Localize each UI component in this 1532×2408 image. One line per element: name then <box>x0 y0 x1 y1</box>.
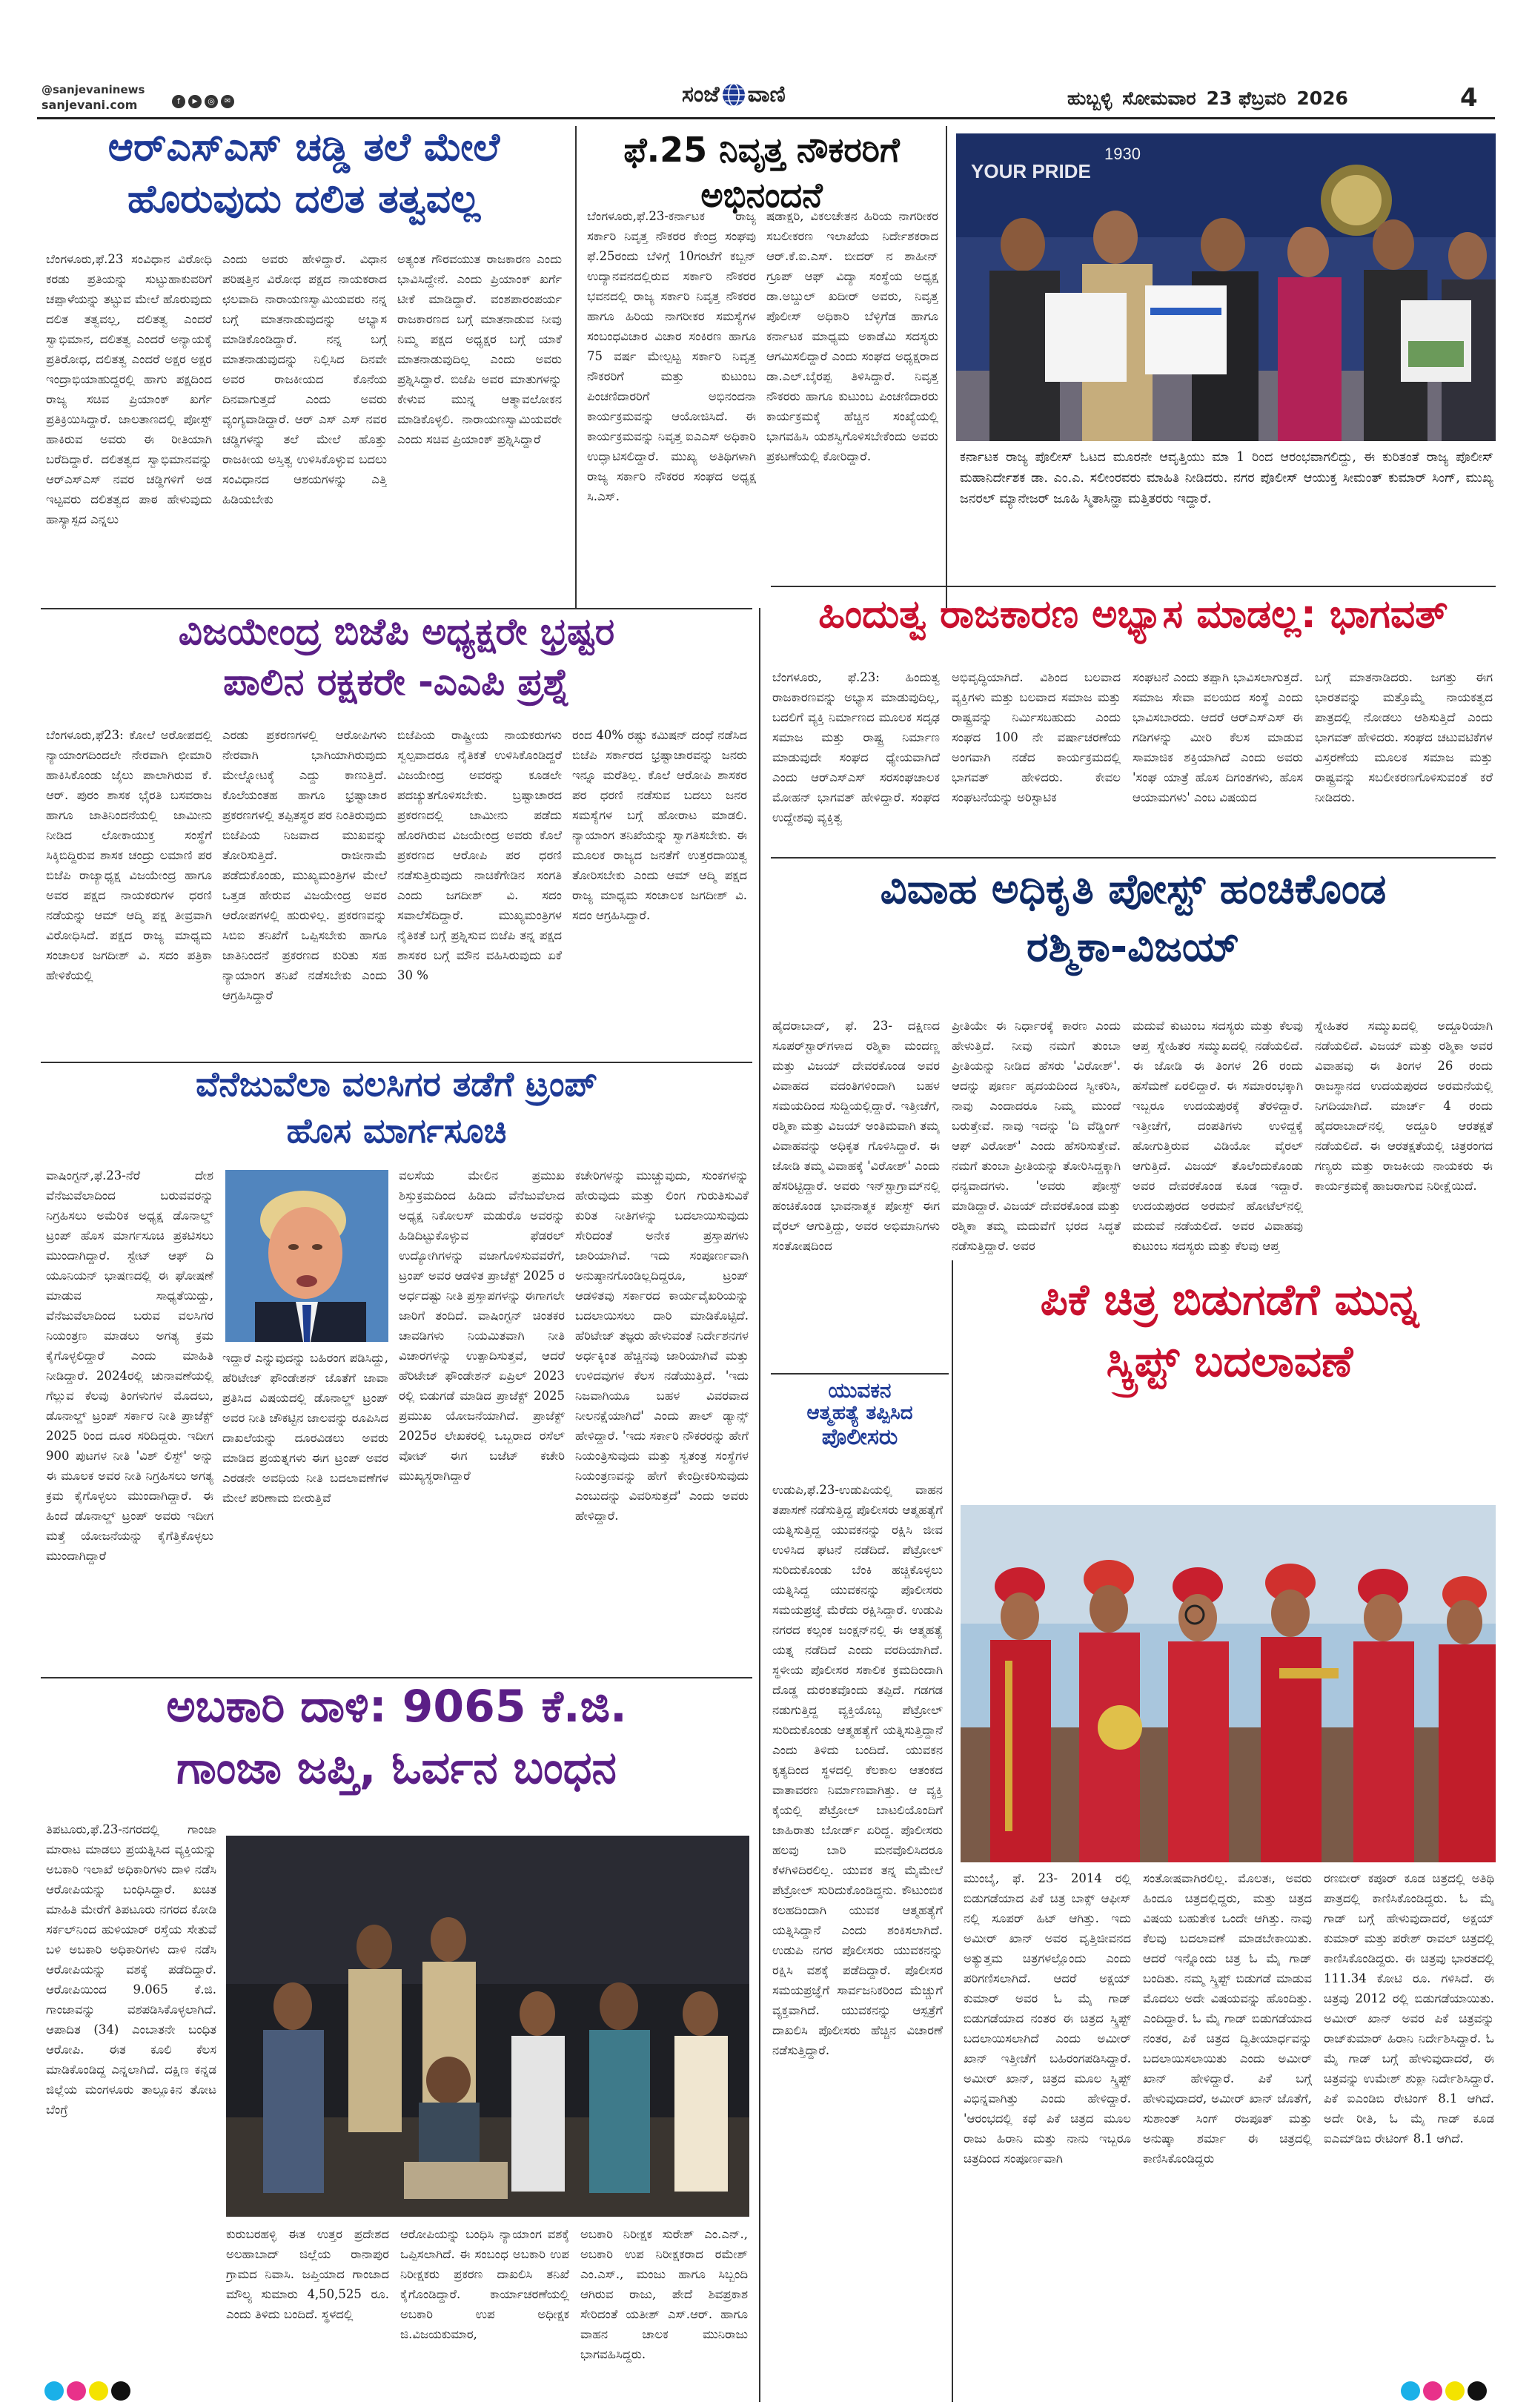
photo-year-text: 1930 <box>1104 145 1141 163</box>
trump-photo-caption: ಇದ್ದಾರೆ ಎನ್ನುವುದನ್ನು ಬಹಿರಂಗ ಪಡಿಸಿದ್ದು, ಹೆರಿಟೇಜ್ ಫೌಂಡೇಶನ್ ಜೊತೆಗೆ ಜಾವಾ ಪ್ರತಿಸಿದ ವಿಷಯದಲ್ಲಿ ಡೊನಾಲ್ಡ್ ಟ್ರಂಪ್ ಅವರ ನೀತಿ ಚೌಕಟ್ಟಿನ ಜಾಲವನ್ನು ರೂಪಿಸಿದ ದಾಖಲೆಯನ್ನು ದೂರವಿಡಲು ಅವರು ಮಾಡಿದ ಪ್ರಯತ್ನಗಳು ಈಗ ಟ್ರಂಪ್ ಅವರ ಎರಡನೇ ಅವಧಿಯ ನೀತಿ ಬದಲಾವಣೆಗಳ ಮೇಲೆ ಪರಿಣಾಮ ಬೀರುತ್ತಿವೆ <box>222 1351 388 1505</box>
globe-icon <box>721 82 746 108</box>
section-rule <box>41 1062 752 1063</box>
rss-col-2: ಎಂದು ಅವರು ಹೇಳಿದ್ದಾರೆ. ವಿಧಾನ ಪರಿಷತ್ತಿನ ವಿರೋಧ ಪಕ್ಷದ ನಾಯಕರಾದ ಛಲವಾದಿ ನಾರಾಯಣಸ್ವಾಮಿಯವರು ನನ್ನ ಬಗ್ಗೆ ಮಾತನಾಡುವುದನ್ನು ಅಭ್ಯಾಸ ಮಾಡಿಕೊಂಡಿದ್ದಾರೆ. ನನ್ನ ಬಗ್ಗೆ ಮಾತನಾಡುವುದನ್ನು ನಿಲ್ಲಿಸಿದ ದಿನವೇ ಅವರ ರಾಜಕೀಯದ ಕೊನೆಯ ದಿನವಾಗುತ್ತದೆ ಎಂದು ಅವರು ವ್ಯಂಗ್ಯವಾಡಿದ್ದಾರೆ. ಆರ್ ಎಸ್ ಎಸ್ ನವರ ಚಡ್ಡಿಗಳನ್ನು ತಲೆ ಮೇಲೆ ಹೊತ್ತು ರಾಜಕೀಯ ಅಸ್ತಿತ್ವ ಉಳಿಸಿಕೊಳ್ಳುವ ಬದಲು ಸಂವಿಧಾನದ ಆಶಯಗಳನ್ನು ಎತ್ತಿ ಹಿಡಿಯಬೇಕು <box>222 252 387 506</box>
rashmika-col-4: ಸ್ನೇಹಿತರ ಸಮ್ಮುಖದಲ್ಲಿ ಅದ್ದೂರಿಯಾಗಿ ನಡೆಯಲಿದೆ. ವಿಜಯ್ ಮತ್ತು ರಶ್ಮಿಕಾ ಅವರ ವಿವಾಹವು ಈ ತಿಂಗಳ 26 ರಂದು ರಾಜಸ್ಥಾನದ ಉದಯಪುರದ ಅರಮನೆಯಲ್ಲಿ ನಿಗದಿಯಾಗಿದೆ. ಮಾರ್ಚ್ 4 ರಂದು ಹೈದರಾಬಾದ್‌ನಲ್ಲಿ ಅದ್ದೂರಿ ಆರತಕ್ಷತೆ ನಡೆಯಲಿದೆ. ಈ ಆರತಕ್ಷತೆಯಲ್ಲಿ ಚಿತ್ರರಂಗದ ಗಣ್ಯರು ಮತ್ತು ರಾಜಕೀಯ ನಾಯಕರು ಈ ಕಾರ್ಯಕ್ರಮಕ್ಕೆ ಹಾಜರಾಗುವ ನಿರೀಕ್ಷೆಯಿದೆ. <box>1315 1019 1493 1193</box>
rashmika-headline: ವಿವಾಹ ಅಧಿಕೃತಿ ಪೋಸ್ಟ್ ಹಂಚಿಕೊಂಡ ರಶ್ಮಿಕಾ-ವಿಜಯ್ <box>880 865 1387 972</box>
registration-magenta <box>67 2381 86 2401</box>
vijayendra-col-3: ಬಿಜೆಪಿಯ ರಾಷ್ಟ್ರೀಯ ನಾಯಕರುಗಳು ಸ್ವಲ್ಪವಾದರೂ ನೈತಿಕತೆ ಉಳಿಸಿಕೊಂಡಿದ್ದರೆ ವಿಜಯೇಂದ್ರ ಅವರನ್ನು ಕೂಡಲೇ ಪದಚ್ಯುತಗೊಳಿಸಬೇಕು. ಬ್ರಷ್ಟಾಚಾರದ ಪ್ರಕರಣದಲ್ಲಿ ಜಾಮೀನು ಪಡೆದು ಹೊರಗಿರುವ ವಿಜಯೇಂದ್ರ ಅವರು ಕೊಲೆ ಪ್ರಕರಣದ ಆರೋಪಿ ಪರ ಧರಣಿ ನಡೆಸುತ್ತಿರುವುದು ನಾಚಿಕೆಗೇಡಿನ ಸಂಗತಿ ಎಂದು ಜಗದೀಶ್ ವಿ. ಸದಂ ಸವಾಲೆಸೆದಿದ್ದಾರೆ. ಮುಖ್ಯಮಂತ್ರಿಗಳ ನೈತಿಕತೆ ಬಗ್ಗೆ ಪ್ರಶ್ನಿಸುವ ಬಿಜೆಪಿ ತನ್ನ ಪಕ್ಷದ ಶಾಸಕರ ಬಗ್ಗೆ ಮೌನ ವಹಿಸಿರುವುದು ಏಕೆ 30 % <box>397 728 562 982</box>
police-run-photo <box>956 133 1496 441</box>
hindutva-headline: ಹಿಂದುತ್ವ ರಾಜಕಾರಣ ಅಭ್ಯಾಸ ಮಾಡಲ್ಲ: ಭಾಗವತ್ <box>818 592 1448 637</box>
felicitation-col-1: ಬೆಂಗಳೂರು,ಫೆ.23-ಕರ್ನಾಟಕ ರಾಜ್ಯ ಸರ್ಕಾರಿ ನಿವೃತ್ತ ನೌಕರರ ಕೇಂದ್ರ ಸಂಘವು ಫೆ.25ರಂದು ಬೆಳಿಗ್ಗೆ 10ಗಂಟೆಗೆ ಕಬ್ಬನ್ ಉದ್ಯಾನವನದಲ್ಲಿರುವ ಸರ್ಕಾರಿ ನೌಕರರ ಭವನದಲ್ಲಿ ರಾಜ್ಯ ಸರ್ಕಾರಿ ನಿವೃತ್ತ ನೌಕರರ ಹಾಗೂ ಹಿರಿಯ ನಾಗರೀಕರ ಸಮಸ್ಯೆಗಳ ಸಂಬಂಧವಿಚಾರ ವಿಚಾರ ಸಂಕಿರಣ ಹಾಗೂ 75 ವರ್ಷ ಮೇಲ್ಪಟ್ಟ ಸರ್ಕಾರಿ ನಿವೃತ್ತ ನೌಕರರಿಗೆ ಮತ್ತು ಕುಟುಂಬ ಪಿಂಚಣಿದಾರರಿಗೆ ಅಭಿನಂದನಾ ಕಾರ್ಯಕ್ರಮವನ್ನು ಆಯೋಜಿಸಿದೆ. ಈ ಕಾರ್ಯಕ್ರಮವನ್ನು ನಿವೃತ್ತ ಐಎಎಸ್ ಅಧಿಕಾರಿ ಉದ್ಘಾಟಿಸಲಿದ್ದಾರೆ. ಮುಖ್ಯ ಅತಿಥಿಗಳಾಗಿ ರಾಜ್ಯ ಸರ್ಕಾರಿ ನೌಕರರ ಸಂಘದ ಅಧ್ಯಕ್ಷ ಸಿ.ಎಸ್. <box>587 209 756 503</box>
pk-film-still <box>961 1505 1496 1862</box>
paper-name-left: ಸಂಜೆ <box>682 82 720 108</box>
vijayendra-col-4: ರಂದ 40% ರಷ್ಟು ಕಮಿಷನ್ ದಂಧೆ ನಡೆಸಿದ ಬಿಜೆಪಿ ಸರ್ಕಾರದ ಭ್ರಷ್ಟಾಚಾರವನ್ನು ಜನರು ಇನ್ನೂ ಮರೆತಿಲ್ಲ. ಕೊಲೆ ಆರೋಪಿ ಶಾಸಕರ ಪರ ಧರಣಿ ನಡೆಸುವ ಬದಲು ಜನರ ಸಮಸ್ಯೆಗಳ ಬಗ್ಗೆ ಹೋರಾಟ ಮಾಡಲಿ. ನ್ಯಾಯಾಂಗ ತನಿಖೆಯನ್ನು ಸ್ವಾಗತಿಸಬೇಕು. ಈ ಮೂಲಕ ರಾಜ್ಯದ ಜನತೆಗೆ ಉತ್ತರದಾಯಿತ್ವ ತೋರಿಸಬೇಕು ಎಂದು ಆಮ್ ಆದ್ಮಿ ಪಕ್ಷದ ರಾಜ್ಯ ಮಾಧ್ಯಮ ಸಂಚಾಲಕ ಜಗದೀಶ್ ವಿ. ಸದಂ ಆಗ್ರಹಿಸಿದ್ದಾರೆ. <box>572 728 747 922</box>
website: sanjevani.com <box>42 98 138 112</box>
edition-city: ಹುಬ್ಬಳ್ಳಿ <box>1067 87 1112 109</box>
trump-photo <box>225 1170 388 1342</box>
trump-portrait-image <box>225 1170 388 1342</box>
registration-black <box>111 2381 130 2401</box>
youtube-icon[interactable]: ▶ <box>188 95 202 108</box>
rashmika-col-2: ಪ್ರೀತಿಯೇ ಈ ನಿರ್ಧಾರಕ್ಕೆ ಕಾರಣ ಎಂದು ಹೇಳುತ್ತಿದೆ. ನೀವು ನಮಗೆ ತುಂಬಾ ಪ್ರೀತಿಯನ್ನು ನೀಡಿದ ಹೆಸರು 'ವಿರೋಶ್'. ಆದನ್ನು ಪೂರ್ಣ ಹೃದಯದಿಂದ ಸ್ವೀಕರಿಸಿ, ನಾವು ಎಂದಾದರೂ ನಿಮ್ಮ ಮುಂದೆ ಬರುತ್ತೇವೆ. ನಾವು ಇದನ್ನು 'ದಿ ವೆಡ್ಡಿಂಗ್ ಆಫ್ ವಿರೋಶ್' ಎಂದು ಹೆಸರಿಸುತ್ತೇವೆ. ನಮಗೆ ತುಂಬಾ ಪ್ರೀತಿಯನ್ನು ತೋರಿಸಿದ್ದಕ್ಕಾಗಿ ಧನ್ಯವಾದಗಳು. 'ಅವರು ಪೋಸ್ಟ್ ಮಾಡಿದ್ದಾರೆ. ವಿಜಯ್ ದೇವರಕೊಂಡ ಮತ್ತು ರಶ್ಮಿಕಾ ತಮ್ಮ ಮದುವೆಗೆ ಭರದ ಸಿದ್ಧತೆ ನಡೆಸುತ್ತಿದ್ದಾರೆ. ಅವರ <box>952 1019 1121 1253</box>
excise-raid-image <box>226 1836 749 2217</box>
rashmika-col-3: ಮದುವೆ ಕುಟುಂಬ ಸದಸ್ಯರು ಮತ್ತು ಕೆಲವು ಆಪ್ತ ಸ್ನೇಹಿತರ ಸಮ್ಮುಖದಲ್ಲಿ ನಡೆಯಲಿದೆ. ಈ ಜೋಡಿ ಈ ತಿಂಗಳ 26 ರಂದು ಹಸೆಮಣೆ ಏರಲಿದ್ದಾರೆ. ಈ ಸಮಾರಂಭಕ್ಕಾಗಿ ಇಬ್ಬರೂ ಉದಯಪುರಕ್ಕೆ ತೆರಳಿದ್ದಾರೆ. ಇತ್ತೀಚೆಗೆ, ದಂಪತಿಗಳು ಉಳಿದ್ದಕ್ಕೆ ಹೋಗುತ್ತಿರುವ ವಿಡಿಯೋ ವೈರಲ್ ಆಗುತ್ತಿದೆ. ವಿಜಯ್ ತೊಲೆಂದುಕೊಂಡು ಅವರ ದೇವರಕೊಂಡ ಕೂಡ ಇದ್ದಾರೆ. ಉದಯಪುರದ ಅರಮನೆ ಹೋಟೆಲ್‌ನಲ್ಲಿ ಮದುವೆ ನಡೆಯಲಿದೆ. ಅವರ ವಿವಾಹವು ಕುಟುಂಬ ಸದಸ್ಯರು ಮತ್ತು ಕೆಲವು ಆಪ್ತ <box>1133 1019 1303 1253</box>
youth-body: ಉಡುಪಿ,ಫೆ.23-ಉಡುಪಿಯಲ್ಲಿ ವಾಹನ ತಪಾಸಣೆ ನಡೆಸುತ್ತಿದ್ದ ಪೊಲೀಸರು ಆತ್ಮಹತ್ಯೆಗೆ ಯತ್ನಿಸುತ್ತಿದ್ದ ಯುವಕನನ್ನು ರಕ್ಷಿಸಿ ಜೀವ ಉಳಿಸಿದ ಘಟನೆ ನಡೆದಿದೆ. ಪೆಟ್ರೋಲ್ ಸುರಿದುಕೊಂಡು ಬೆಂಕಿ ಹಚ್ಚಿಕೊಳ್ಳಲು ಯತ್ನಿಸಿದ್ದ ಯುವಕನನ್ನು ಪೊಲೀಸರು ಸಮಯಪ್ರಜ್ಞೆ ಮೆರೆದು ರಕ್ಷಿಸಿದ್ದಾರೆ. ಉಡುಪಿ ನಗರದ ಕಲ್ಸಂಕ ಜಂಕ್ಷನ್‌ನಲ್ಲಿ ಈ ಆತ್ಮಹತ್ಯೆ ಯತ್ನ ನಡೆದಿದೆ ಎಂದು ವರದಿಯಾಗಿದೆ. ಸ್ಥಳೀಯ ಪೊಲೀಸರ ಸಕಾಲಿಕ ಕ್ರಮದಿಂದಾಗಿ ದೊಡ್ಡ ದುರಂತವೊಂದು ತಪ್ಪಿದೆ. ಗಡಗಡ ನಡುಗುತ್ತಿದ್ದ ವ್ಯಕ್ತಿಯೊಬ್ಬ ಪೆಟ್ರೋಲ್ ಸುರಿದುಕೊಂಡು ಆತ್ಮಹತ್ಯೆಗೆ ಯತ್ನಿಸುತ್ತಿದ್ದಾನೆ ಎಂದು ತಿಳಿದು ಬಂದಿದೆ. ಯುವಕನ ಕೃತ್ಯದಿಂದ ಸ್ಥಳದಲ್ಲಿ ಕೆಲಕಾಲ ಆತಂಕದ ವಾತಾವರಣ ನಿರ್ಮಾಣವಾಗಿತ್ತು. ಆ ವ್ಯಕ್ತಿ ಕೈಯಲ್ಲಿ ಪೆಟ್ರೋಲ್ ಬಾಟಲಿಯೊಂದಿಗೆ ಜಾಹಿರಾತು ಬೋರ್ಡ್ ಏರಿದ್ದ. ಪೊಲೀಸರು ಹಲವು ಬಾರಿ ಮನವೊಲಿಸಿದರೂ ಕೆಳಗಿಳಿದಿರಲಿಲ್ಲ. ಯುವಕ ತನ್ನ ಮೈಮೇಲೆ ಪೆಟ್ರೋಲ್ ಸುರಿದುಕೊಂಡಿದ್ದನು. ಕೌಟುಂಬಿಕ ಕಲಹದಿಂದಾಗಿ ಯುವಕ ಆತ್ಮಹತ್ಯೆಗೆ ಯತ್ನಿಸಿದ್ದಾನೆ ಎಂದು ಶಂಕಿಸಲಾಗಿದೆ. ಉಡುಪಿ ನಗರ ಪೊಲೀಸರು ಯುವಕನನ್ನು ರಕ್ಷಿಸಿ ವಶಕ್ಕೆ ಪಡೆದಿದ್ದಾರೆ. ಪೊಲೀಸರ ಸಮಯಪ್ರಜ್ಞೆಗೆ ಸಾರ್ವಜನಿಕರಿಂದ ಮೆಚ್ಚುಗೆ ವ್ಯಕ್ತವಾಗಿದೆ. ಯುವಕನನ್ನು ಆಸ್ಪತ್ರೆಗೆ ದಾಖಲಿಸಿ ಪೊಲೀಸರು ಹೆಚ್ಚಿನ ವಿಚಾರಣೆ ನಡೆಸುತ್ತಿದ್ದಾರೆ. <box>772 1483 943 2057</box>
hindutva-col-3: ಸಂಘಟನೆ ಎಂದು ತಪ್ಪಾಗಿ ಭಾವಿಸಲಾಗುತ್ತದೆ. ಸಮಾಜ ಸೇವಾ ವಲಯದ ಸಂಸ್ಥೆ ಎಂದು ಭಾವಿಸಬಾರದು. ಆದರೆ ಆರ್‌ಎಸ್‌ಎಸ್ ಈ ಗಡಿಗಳನ್ನು ಮೀರಿ ಕೆಲಸ ಮಾಡುವ ಸಾಮಾಜಿಕ ಶಕ್ತಿಯಾಗಿದೆ ಎಂದು ಅವರು 'ಸಂಘ ಯಾತ್ರೆ ಹೊಸ ದಿಗಂತಗಳು, ಹೊಸ ಆಯಾಮಗಳು' ಎಂಬ ವಿಷಯದ <box>1133 670 1303 804</box>
issue-date: 23 ಫೆಬ್ರವರಿ <box>1206 87 1287 109</box>
rss-col-3: ಅತ್ಯಂತ ಗೌರವಯುತ ರಾಜಕಾರಣ ಎಂದು ಭಾವಿಸಿದ್ದೇನೆ. ಎಂದು ಪ್ರಿಯಾಂಕ್ ಖರ್ಗೆ ಟೀಕೆ ಮಾಡಿದ್ದಾರೆ. ವಂಶಪಾರಂಪರ್ಯ ರಾಜಕಾರಣದ ಬಗ್ಗೆ ಮಾತನಾಡುವ ನೀವು ನಿಮ್ಮ ಪಕ್ಷದ ಅಧ್ಯಕ್ಷರ ಬಗ್ಗೆ ಯಾಕೆ ಮಾತನಾಡುವುದಿಲ್ಲ ಎಂದು ಅವರು ಪ್ರಶ್ನಿಸಿದ್ದಾರೆ. ಬಿಜೆಪಿ ಅವರ ಮಾತುಗಳನ್ನು ಕೇಳುವ ಮುನ್ನ ಆತ್ಮಾವಲೋಕನ ಮಾಡಿಕೊಳ್ಳಲಿ. ನಾರಾಯಣಸ್ವಾಮಿಯವರೇ ಎಂದು ಸಚಿವ ಪ್ರಿಯಾಂಕ್ ಪ್ರಶ್ನಿಸಿದ್ದಾರೆ <box>397 252 562 446</box>
facebook-icon[interactable]: f <box>172 95 185 108</box>
pk-band-image <box>961 1505 1496 1862</box>
column-separator <box>946 126 947 608</box>
dateline <box>1067 87 1348 110</box>
column-separator <box>759 608 760 2402</box>
ganja-col-4: ಅಬಕಾರಿ ನಿರೀಕ್ಷಕ ಸುರೇಶ್ ಎಂ.ಎನ್., ಅಬಕಾರಿ ಉಪ ನಿರೀಕ್ಷಕರಾದ ರಮೇಶ್ ಎಂ.ಎಸ್., ಮಂಜು ಹಾಗೂ ಸಿಬ್ಬಂದಿ ಆಗಿರುವ ರಾಜು, ಪೇದೆ ಶಿವಪ್ರಕಾಶ ಸೇರಿದಂತೆ ಯತೀಶ್ ಎಸ್.ಆರ್. ಹಾಗೂ ವಾಹನ ಚಾಲಕ ಮುನಿರಾಜು ಭಾಗವಹಿಸಿದ್ದರು. <box>580 2227 748 2361</box>
pk-col-1: ಮುಂಬೈ, ಫೆ. 23- 2014 ರಲ್ಲಿ ಬಿಡುಗಡೆಯಾದ ಪಿಕೆ ಚಿತ್ರ ಬಾಕ್ಸ್ ಆಫೀಸ್ ನಲ್ಲಿ ಸೂಪರ್ ಹಿಟ್ ಆಗಿತ್ತು. ಇದು ಅಮೀರ್ ಖಾನ್ ಅವರ ವೃತ್ತಿಜೀವನದ ಅತ್ಯುತ್ತಮ ಚಿತ್ರಗಳಲ್ಲೊಂದು ಎಂದು ಪರಿಗಣಿಸಲಾಗಿದೆ. ಆದರೆ ಅಕ್ಷಯ್ ಕುಮಾರ್ ಅವರ ಓ ಮೈ ಗಾಡ್ ಬಿಡುಗಡೆಯಾದ ನಂತರ ಈ ಚಿತ್ರದ ಸ್ಕ್ರಿಪ್ಟ್ ಬದಲಾಯಿಸಲಾಗಿದೆ ಎಂದು ಅಮೀರ್ ಖಾನ್ ಇತ್ತೀಚೆಗೆ ಬಹಿರಂಗಪಡಿಸಿದ್ದಾರೆ. ಅಮೀರ್ ಖಾನ್, ಚಿತ್ರದ ಮೂಲ ಸ್ಕ್ರಿಪ್ಟ್ ವಿಭಿನ್ನವಾಗಿತ್ತು ಎಂದು ಹೇಳಿದ್ದಾರೆ. 'ಆರಂಭದಲ್ಲಿ ಕಥೆ ಪಿಕೆ ಚಿತ್ರದ ಮೂಲ ರಾಜು ಹಿರಾನಿ ಮತ್ತು ನಾನು ಇಬ್ಬರೂ ಚಿತ್ರದಿಂದ ಸಂಪೂರ್ಣವಾಗಿ <box>964 1871 1131 2166</box>
police-run-caption: ಕರ್ನಾಟಕ ರಾಜ್ಯ ಪೊಲೀಸ್ ಓಟದ ಮೂರನೇ ಆವೃತ್ತಿಯು ಮಾ 1 ರಿಂದ ಆರಂಭವಾಗಲಿದ್ದು, ಈ ಕುರಿತಂತೆ ರಾಜ್ಯ ಪೊಲೀಸ್ ಮಹಾನಿರ್ದೇಶಕ ಡಾ. ಎಂ.ಎ. ಸಲೀಂರವರು ಮಾಹಿತಿ ನೀಡಿದರು. ನಗರ ಪೊಲೀಸ್ ಆಯುಕ್ತ ಸೀಮಂತ್ ಕುಮಾರ್ ಸಿಂಗ್, ಮುಖ್ಯ ಜನರಲ್ ಮ್ಯಾನೇಜರ್ ಜೂಹಿ ಸ್ಮಿತಾಸಿನ್ಹಾ ಮತ್ತಿತರರು ಇದ್ದಾರೆ. <box>960 450 1493 506</box>
section-rule <box>41 608 752 609</box>
column-separator <box>575 126 577 608</box>
column-separator <box>952 1260 953 2402</box>
vijayendra-col-1: ಬೆಂಗಳೂರು,ಫೆ23: ಕೋಲೆ ಅರೋಪದಲ್ಲಿ ನ್ಯಾಯಾಂಗದಿಂದಲೇ ನೇರವಾಗಿ ಛೀಮಾರಿ ಹಾಕಿಸಿಕೊಂಡು ಜೈಲು ಪಾಲಾಗಿರುವ ಕೆ. ಆರ್. ಪುರಂ ಶಾಸಕ ಭೈರತಿ ಬಸವರಾಜ ಹಾಗೂ ಜಾತಿನಿಂದನೆಯಲ್ಲಿ ಜಾಮೀನು ನೀಡಿದ ಲೋಕಾಯುಕ್ತ ಸಂಸ್ಥೆಗೆ ಸಿಕ್ಕಿಬಿದ್ದಿರುವ ಶಾಸಕ ಚಂದ್ರು ಲಮಾಣಿ ಪರ ಬಿಜೆಪಿ ರಾಜ್ಯಾಧ್ಯಕ್ಷ ವಿಜಯೇಂದ್ರ ಹಾಗೂ ಅವರ ಪಕ್ಷದ ನಾಯಕರುಗಳ ಧರಣಿ ನಡೆಯನ್ನು ಆಮ್ ಆದ್ಮಿ ಪಕ್ಷ ತೀವ್ರವಾಗಿ ವಿರೋಧಿಸಿದೆ. ಪಕ್ಷದ ರಾಜ್ಯ ಮಾಧ್ಯಮ ಸಂಚಾಲಕ ಜಗದೀಶ್ ವಿ. ಸದಂ ಪತ್ರಿಕಾ ಹೇಳಿಕೆಯಲ್ಲಿ <box>46 728 212 982</box>
venezuela-col-3: ಕಚೇರಿಗಳನ್ನು ಮುಚ್ಚುವುದು, ಸುಂಕಗಳನ್ನು ಹೇರುವುದು ಮತ್ತು ಲಿಂಗ ಗುರುತಿಸುವಿಕೆ ಕುರಿತ ನೀತಿಗಳನ್ನು ಬದಲಾಯಿಸುವುದು ಸೇರಿದಂತೆ ಅನೇಕ ಪ್ರಸ್ತಾಪಗಳು ಜಾರಿಯಾಗಿವೆ. ಇದು ಸಂಪೂರ್ಣವಾಗಿ ಅನುಷ್ಠಾನಗೊಂಡಿಲ್ಲದಿದ್ದರೂ, ಟ್ರಂಪ್ ಆಡಳಿತವು ಸರ್ಕಾರದ ಕಾರ್ಯವೈಖರಿಯನ್ನು ಬದಲಾಯಿಸಲು ದಾರಿ ಮಾಡಿಕೊಟ್ಟಿದೆ. ಹೆರಿಟೇಜ್ ತಜ್ಞರು ಹೇಳುವಂತೆ ನಿರ್ದೇಶನಗಳ ಅರ್ಧಕ್ಕಿಂತ ಹೆಚ್ಚಿನವು ಜಾರಿಯಾಗಿವೆ ಮತ್ತು ಉಳಿದವುಗಳ ಕೆಲಸ ನಡೆಯುತ್ತಿದೆ. 'ಇದು ನಿಜವಾಗಿಯೂ ಬಹಳ ವಿವರವಾದ ನೀಲನಕ್ಷೆಯಾಗಿದೆ' ಎಂದು ಪಾಲ್ ಡ್ಯಾನ್ಸ್ ಹೇಳಿದ್ದಾರೆ. 'ಇದು ಸರ್ಕಾರಿ ನೌಕರರನ್ನು ಹೇಗೆ ನಿಯಂತ್ರಿಸುವುದು ಮತ್ತು ಸ್ವತಂತ್ರ ಸಂಸ್ಥೆಗಳ ನಿಯಂತ್ರಣವನ್ನು ಹೇಗೆ ಕೇಂದ್ರೀಕರಿಸುವುದು ಎಂಬುದನ್ನು ವಿವರಿಸುತ್ತದೆ' ಎಂದು ಅವರು ಹೇಳಿದ್ದಾರೆ. <box>575 1168 749 1523</box>
registration-yellow <box>1445 2381 1465 2401</box>
masthead <box>0 0 1532 126</box>
social-handle: @sanjevaninews <box>42 83 145 96</box>
masthead-rule <box>37 117 1495 119</box>
section-rule <box>771 586 1496 587</box>
vijayendra-col-2: ಎರಡು ಪ್ರಕರಣಗಳಲ್ಲಿ ಆರೋಪಿಗಳು ನೇರವಾಗಿ ಭಾಗಿಯಾಗಿರುವುದು ಮೇಲ್ನೋಟಕ್ಕೆ ಎದ್ದು ಕಾಣುತ್ತಿದೆ. ಕೊಲೆಯಂತಹ ಹಾಗೂ ಭ್ರಷ್ಟಾಚಾರ ಪ್ರಕರಣಗಳಲ್ಲಿ ತಪ್ಪಿತಸ್ಥರ ಪರ ನಿಂತಿರುವುದು ಬಿಜೆಪಿಯ ನಿಜವಾದ ಮುಖವನ್ನು ತೋರಿಸುತ್ತಿದೆ. ರಾಜೀನಾಮೆ ಪಡೆದುಕೊಂಡು, ಮುಖ್ಯಮಂತ್ರಿಗಳ ಮೇಲೆ ಒತ್ತಡ ಹೇರುವ ವಿಜಯೇಂದ್ರ ಅವರ ಆರೋಪಗಳಲ್ಲಿ ಹುರುಳಿಲ್ಲ. ಪ್ರಕರಣವನ್ನು ಸಿಬಿಐ ತನಿಖೆಗೆ ಒಪ್ಪಿಸಬೇಕು ಹಾಗೂ ಜಾತಿನಿಂದನೆ ಪ್ರಕರಣದ ಕುರಿತು ಸಹ ನ್ಯಾಯಾಂಗ ತನಿಖೆ ನಡೆಸಬೇಕು ಎಂದು ಆಗ್ರಹಿಸಿದ್ದಾರೆ <box>222 728 387 1002</box>
registration-cyan <box>44 2381 64 2401</box>
ganja-col-3: ಆರೋಪಿಯನ್ನು ಬಂಧಿಸಿ ನ್ಯಾಯಾಂಗ ವಶಕ್ಕೆ ಒಪ್ಪಿಸಲಾಗಿದೆ. ಈ ಸಂಬಂಧ ಅಬಕಾರಿ ಉಪ ನಿರೀಕ್ಷಕರು ಪ್ರಕರಣ ದಾಖಲಿಸಿ ತನಿಖೆ ಕೈಗೊಂಡಿದ್ದಾರೆ. ಕಾರ್ಯಾಚರಣೆಯಲ್ಲಿ ಅಬಕಾರಿ ಉಪ ಅಧೀಕ್ಷಕ ಜಿ.ವಿಜಯಕುಮಾರ, <box>400 2227 569 2341</box>
issue-year: 2026 <box>1296 87 1348 109</box>
rss-headline: ಆರ್‌ಎಸ್‌ಎಸ್ ಚಡ್ಡಿ ತಲೆ ಮೇಲೆ ಹೊರುವುದು ದಲಿತ ತತ್ವವಲ್ಲ <box>107 125 500 222</box>
mail-icon[interactable]: ✉ <box>221 95 234 108</box>
felicitation-col-2: ಷಡಾಕ್ಷರಿ, ವಿಕಲಚೇತನ ಹಿರಿಯ ನಾಗರೀಕರ ಸಬಲೀಕರಣ ಇಲಾಖೆಯ ನಿರ್ದೇಶಕರಾದ ಆರ್.ಕೆ.ಐ.ಎಸ್. ಬೀದರ್ ನ ಶಾಹೀನ್ ಗ್ರೂಪ್ ಆಫ್ ವಿದ್ಯಾ ಸಂಸ್ಥೆಯ ಅಧ್ಯಕ್ಷ ಡಾ.ಅಬ್ದುಲ್ ಖದೀರ್ ಅವರು, ನಿವೃತ್ತ ಪೊಲೀಸ್ ಅಧಿಕಾರಿ ಬೆಳ್ಳಿಗೆಡ ಹಾಗೂ ಕರ್ನಾಟಕ ಮಾಧ್ಯಮ ಅಕಾಡೆಮಿ ಸದಸ್ಯರು ಆಗಮಿಸಲಿದ್ದಾರೆ ಎಂದು ಸಂಘದ ಅಧ್ಯಕ್ಷರಾದ ಡಾ.ಎಲ್.ಬೈರಪ್ಪ ತಿಳಿಸಿದ್ದಾರೆ. ನಿವೃತ್ತ ನೌಕರರು ಹಾಗೂ ಕುಟುಂಬ ಪಿಂಚಣಿದಾರರು ಕಾರ್ಯಕ್ರಮಕ್ಕೆ ಹೆಚ್ಚಿನ ಸಂಖ್ಯೆಯಲ್ಲಿ ಭಾಗವಹಿಸಿ ಯಶಸ್ವಿಗೊಳಿಸಬೇಕೆಂದು ಅವರು ಪ್ರಕಟಣೆಯಲ್ಲಿ ಕೋರಿದ್ದಾರೆ. <box>766 209 938 463</box>
section-rule <box>41 1677 752 1678</box>
registration-yellow <box>89 2381 108 2401</box>
registration-magenta <box>1423 2381 1442 2401</box>
paper-logo <box>682 82 786 108</box>
ganja-col-1: ತಿಪಟೂರು,ಫೆ.23-ನಗರದಲ್ಲಿ ಗಾಂಜಾ ಮಾರಾಟ ಮಾಡಲು ಪ್ರಯತ್ನಿಸಿದ ವ್ಯಕ್ತಿಯನ್ನು ಅಬಕಾರಿ ಇಲಾಖೆ ಅಧಿಕಾರಿಗಳು ದಾಳಿ ನಡೆಸಿ ಆರೋಪಿಯನ್ನು ಬಂಧಿಸಿದ್ದಾರೆ. ಖಚಿತ ಮಾಹಿತಿ ಮೇರೆಗೆ ತಿಪಟೂರು ನಗರದ ಕೋಡಿ ಸರ್ಕಲ್‌ನಿಂದ ಹುಳಿಯಾರ್ ರಸ್ತೆಯ ಸೇತುವೆ ಬಳಿ ಅಬಕಾರಿ ಅಧಿಕಾರಿಗಳು ದಾಳಿ ನಡೆಸಿ ಆರೋಪಿಯನ್ನು ವಶಕ್ಕೆ ಪಡೆದಿದ್ದಾರೆ. ಆರೋಪಿಯಿಂದ 9.065 ಕೆ.ಜಿ. ಗಾಂಜಾವನ್ನು ವಶಪಡಿಸಿಕೊಳ್ಳಲಾಗಿದೆ. ಆಪಾದಿತ (34) ಎಂಬಾತನೇ ಬಂಧಿತ ಆರೋಪಿ. ಈತ ಕೂಲಿ ಕೆಲಸ ಮಾಡಿಕೊಂಡಿದ್ದ ಎನ್ನಲಾಗಿದೆ. ದಕ್ಷಿಣ ಕನ್ನಡ ಜಿಲ್ಲೆಯ ಮಂಗಳೂರು ತಾಲ್ಲೂಕಿನ ತೋಟ ಬೆಂಗ್ರೆ <box>46 1822 216 2117</box>
venezuela-col-1: ವಾಷಿಂಗ್ಟನ್,ಫೆ.23-ನೆರೆ ದೇಶ ವೆನೆಜುವೆಲಾದಿಂದ ಬರುವವರನ್ನು ನಿಗ್ರಹಿಸಲು ಅಮೆರಿಕ ಅಧ್ಯಕ್ಷ ಡೊನಾಲ್ಡ್ ಟ್ರಂಪ್ ಹೊಸ ಮಾರ್ಗಸೂಚಿ ಪ್ರಕಟಿಸಲು ಮುಂದಾಗಿದ್ದಾರೆ. ಸ್ಟೇಟ್ ಆಫ್ ದಿ ಯೂನಿಯನ್ ಭಾಷಣದಲ್ಲಿ ಈ ಘೋಷಣೆ ಮಾಡುವ ಸಾಧ್ಯತೆಯಿದ್ದು, ವೆನೆಜುವೆಲಾದಿಂದ ಬರುವ ವಲಸಿಗರ ನಿಯಂತ್ರಣ ಮಾಡಲು ಅಗತ್ಯ ಕ್ರಮ ಕೈಗೊಳ್ಳಲಿದ್ದಾರೆ ಎಂದು ಮಾಹಿತಿ ನೀಡಿದ್ದಾರೆ. 2024ರಲ್ಲಿ ಚುನಾವಣೆಯಲ್ಲಿ ಗೆಲ್ಲುವ ಕೆಲವು ತಿಂಗಳುಗಳ ಮೊದಲು, ಡೊನಾಲ್ಡ್ ಟ್ರಂಪ್ ಸರ್ಕಾರ ನೀತಿ ಪ್ರಾಜೆಕ್ಟ್ 2025 ರಿಂದ ದೂರ ಸರಿದಿದ್ದರು. ಇದೀಗ 900 ಪುಟಗಳ ನೀತಿ 'ವಿಶ್ ಲಿಸ್ಟ್' ಅನ್ನು ಈ ಮೂಲಕ ಅವರ ನೀತಿ ನಿಗ್ರಹಿಸಲು ಅಗತ್ಯ ಕ್ರಮ ಕೈಗೊಳ್ಳಲು ಮುಂದಾಗಿದ್ದಾರೆ. ಈ ಹಿಂದೆ ಡೊನಾಲ್ಡ್ ಟ್ರಂಪ್ ಅವರು ಇದೀಗ ಮತ್ತೆ ಯೋಜನೆಯನ್ನು ಕೈಗೆತ್ತಿಕೊಳ್ಳಲು ಮುಂದಾಗಿದ್ದಾರೆ <box>46 1168 213 1563</box>
photo-banner-text: YOUR PRIDE <box>971 160 1091 182</box>
paper-name-right: ವಾಣಿ <box>747 82 786 108</box>
hindutva-col-1: ಬೆಂಗಳೂರು, ಫೆ.23: ಹಿಂದುತ್ವ ರಾಜಕಾರಣವನ್ನು ಅಭ್ಯಾಸ ಮಾಡುವುದಿಲ್ಲ, ಬದಲಿಗೆ ವ್ಯಕ್ತಿ ನಿರ್ಮಾಣದ ಮೂಲಕ ಸದೃಢ ಸಮಾಜ ಮತ್ತು ರಾಷ್ಟ್ರ ನಿರ್ಮಾಣ ಮಾಡುವುದೇ ಸಂಘದ ಧ್ಯೇಯವಾಗಿದೆ ಎಂದು ಆರ್‌ಎಸ್‌ಎಸ್ ಸರಸಂಘಚಾಲಕ ಮೋಹನ್ ಭಾಗವತ್ ಹೇಳಿದ್ದಾರೆ. ಸಂಘದ ಉದ್ದೇಶವು ವ್ಯಕ್ತಿತ್ವ <box>772 670 940 824</box>
venezuela-col-2: ವಲಸೆಯ ಮೇಲಿನ ಪ್ರಮುಖ ಶಿಸ್ತುಕ್ರಮದಿಂದ ಹಿಡಿದು ವೆನೆಜುವೆಲಾದ ಅಧ್ಯಕ್ಷ ನಿಕೋಲಸ್ ಮಡುರೊ ಅವರನ್ನು ಹಿಡಿದಿಟ್ಟುಕೊಳ್ಳುವ ಫೆಡರಲ್ ಉದ್ಯೋಗಿಗಳನ್ನು ವಜಾಗೊಳಿಸುವವರೆಗೆ, ಟ್ರಂಪ್ ಅವರ ಆಡಳಿತ ಪ್ರಾಜೆಕ್ಟ್ 2025 ರ ಅರ್ಧದಷ್ಟು ನೀತಿ ಪ್ರಸ್ತಾಪಗಳನ್ನು ಈಗಾಗಲೇ ಜಾರಿಗೆ ತಂದಿದೆ. ವಾಷಿಂಗ್ಟನ್ ಚಿಂತಕರ ಚಾವಡಿಗಳು ನಿಯಮಿತವಾಗಿ ನೀತಿ ವಿಚಾರಗಳನ್ನು ಉತ್ಪಾದಿಸುತ್ತವೆ, ಆದರೆ ಹೆರಿಟೇಜ್ ಫೌಂಡೇಶನ್ ಏಪ್ರಿಲ್ 2023 ರಲ್ಲಿ ಬಿಡುಗಡೆ ಮಾಡಿದ ಪ್ರಾಜೆಕ್ಟ್ 2025 ಪ್ರಮುಖ ಯೋಜನೆಯಾಗಿದೆ. ಪ್ರಾಜೆಕ್ಟ್ 2025ರ ಲೇಖಕರಲ್ಲಿ ಒಬ್ಬರಾದ ರಸೆಲ್ ವೋಟ್ ಈಗ ಬಜೆಟ್ ಕಚೇರಿ ಮುಖ್ಯಸ್ಥರಾಗಿದ್ದಾರೆ <box>399 1168 565 1483</box>
hindutva-col-4: ಬಗ್ಗೆ ಮಾತನಾಡಿದರು. ಜಗತ್ತು ಈಗ ಭಾರತವನ್ನು ಮತ್ತೊಮ್ಮೆ ನಾಯಕತ್ವದ ಪಾತ್ರದಲ್ಲಿ ನೋಡಲು ಆಶಿಸುತ್ತಿದೆ ಎಂದು ಭಾಗವತ್ ಹೇಳಿದರು. ಸಂಘದ ಚಟುವಟಿಕೆಗಳ ವಿಸ್ತರಣೆಯ ಮೂಲಕ ಸಮಾಜ ಮತ್ತು ರಾಷ್ಟ್ರವನ್ನು ಸಬಲೀಕರಣಗೊಳಿಸುವಂತೆ ಕರೆ ನೀಡಿದರು. <box>1315 670 1493 804</box>
instagram-icon[interactable]: ◎ <box>205 95 218 108</box>
pk-headline: ಪಿಕೆ ಚಿತ್ರ ಬಿಡುಗಡೆಗೆ ಮುನ್ನ ಸ್ಕ್ರಿಪ್ಟ್ ಬದಲಾವಣೆ <box>1040 1274 1419 1386</box>
rashmika-col-1: ಹೈದರಾಬಾದ್, ಫೆ. 23- ದಕ್ಷಿಣದ ಸೂಪರ್‌ಸ್ಟಾರ್‌ಗಳಾದ ರಶ್ಮಿಕಾ ಮಂದಣ್ಣ ಮತ್ತು ವಿಜಯ್ ದೇವರಕೊಂಡ ಅವರ ವಿವಾಹದ ವದಂತಿಗಳಿಂದಾಗಿ ಬಹಳ ಸಮಯದಿಂದ ಸುದ್ದಿಯಲ್ಲಿದ್ದಾರೆ. ಇತ್ತೀಚೆಗೆ, ರಶ್ಮಿಕಾ ಮತ್ತು ವಿಜಯ್ ಅಂತಿಮವಾಗಿ ತಮ್ಮ ವಿವಾಹವನ್ನು ಅಧಿಕೃತ ಗೊಳಿಸಿದ್ದಾರೆ. ಈ ಜೋಡಿ ತಮ್ಮ ವಿವಾಹಕ್ಕೆ 'ವಿರೋಶ್' ಎಂದು ಹೆಸರಿಟ್ಟಿದ್ದಾರೆ. ಅವರು ಇನ್‌ಸ್ಟಾಗ್ರಾಮ್‌ನಲ್ಲಿ ಹಂಚಿಕೊಂಡ ಭಾವನಾತ್ಮಕ ಪೋಸ್ಟ್ ಈಗ ವೈರಲ್ ಆಗುತ್ತಿದ್ದು, ಅವರ ಅಭಿಮಾನಿಗಳು ಸಂತೋಷದಿಂದ <box>772 1019 940 1253</box>
hindutva-col-2: ಅಭಿವೃದ್ಧಿಯಾಗಿದೆ. ವಿಶಿಂದ ಬಲವಾದ ವ್ಯಕ್ತಿಗಳು ಮತ್ತು ಬಲವಾದ ಸಮಾಜ ಮತ್ತು ರಾಷ್ಟ್ರವನ್ನು ನಿರ್ಮಿಸಬಹುದು ಎಂದು ಸಂಘದ 100 ನೇ ವರ್ಷಾಚರಣೆಯ ಅಂಗವಾಗಿ ನಡೆದ ಕಾರ್ಯಕ್ರಮದಲ್ಲಿ ಭಾಗವತ್ ಹೇಳಿದರು. ಕೇವಲ ಸಂಘಟನೆಯನ್ನು ಅರಿಸ್ಟಾಟಿಕ <box>952 670 1121 804</box>
ganja-headline: ಅಬಕಾರಿ ದಾಳಿ: 9065 ಕೆ.ಜಿ. ಗಾಂಜಾ ಜಪ್ತಿ, ಓರ್ವನ ಬಂಧನ <box>166 1681 627 1794</box>
social-icons <box>172 95 234 108</box>
registration-black <box>1468 2381 1487 2401</box>
section-rule <box>771 857 1496 859</box>
pk-col-3: ರಣಬೀರ್ ಕಪೂರ್ ಕೂಡ ಚಿತ್ರದಲ್ಲಿ ಅತಿಥಿ ಪಾತ್ರದಲ್ಲಿ ಕಾಣಿಸಿಕೊಂಡಿದ್ದರು. ಓ ಮೈ ಗಾಡ್ ಬಗ್ಗೆ ಹೇಳುವುದಾದರೆ, ಅಕ್ಷಯ್ ಕುಮಾರ್ ಮತ್ತು ಪರೇಶ್ ರಾವಲ್ ಚಿತ್ರದಲ್ಲಿ ಕಾಣಿಸಿಕೊಂಡಿದ್ದರು. ಈ ಚಿತ್ರವು ಭಾರತದಲ್ಲಿ 111.34 ಕೋಟಿ ರೂ. ಗಳಿಸಿದೆ. ಈ ಚಿತ್ರವು 2012 ರಲ್ಲಿ ಬಿಡುಗಡೆಯಾಯಿತು. ಅಮೀರ್ ಖಾನ್ ಅವರ ಪಿಕೆ ಚಿತ್ರವನ್ನು ರಾಜ್‌ಕುಮಾರ್ ಹಿರಾನಿ ನಿರ್ದೇಶಿಸಿದ್ದಾರೆ. ಓ ಮೈ ಗಾಡ್ ಬಗ್ಗೆ ಹೇಳುವುದಾದರೆ, ಈ ಚಿತ್ರವನ್ನು ಉಮೇಶ್ ಶುಕ್ಲಾ ನಿರ್ದೇಶಿಸಿದ್ದಾರೆ. ಪಿಕೆ ಐಎಂಡಿಬಿ ರೇಟಿಂಗ್ 8.1 ಆಗಿದೆ. ಅದೇ ರೀತಿ, ಓ ಮೈ ಗಾಡ್ ಕೂಡ ಐಎಮ್‌ಡಿಬಿ ರೇಟಿಂಗ್ 8.1 ಆಗಿದೆ. <box>1324 1871 1494 2146</box>
felicitation-headline: ಫೆ.25 ನಿವೃತ್ತ ನೌಕರರಿಗೆ ಅಭಿನಂದನೆ <box>623 130 900 215</box>
youth-kicker: ಯುವಕನ <box>828 1378 892 1403</box>
page-number: 4 <box>1460 83 1478 113</box>
registration-cyan <box>1401 2381 1420 2401</box>
ganja-col-2: ಕುರುಬರಹಳ್ಳಿ ಈತ ಉತ್ತರ ಪ್ರದೇಶದ ಅಲಹಾಬಾದ್ ಜಿಲ್ಲೆಯ ರಾನಾಪುರ ಗ್ರಾಮದ ನಿವಾಸಿ. ಜಪ್ತಿಯಾದ ಗಾಂಜಾದ ಮೌಲ್ಯ ಸುಮಾರು 4,50,525 ರೂ. ಎಂದು ತಿಳಿದು ಬಂದಿದೆ. ಸ್ಥಳದಲ್ಲಿ <box>226 2227 389 2321</box>
rss-col-1: ಬೆಂಗಳೂರು,ಫೆ.23 ಸಂವಿಧಾನ ವಿರೋಧಿ ಕರಡು ಪ್ರತಿಯನ್ನು ಸುಟ್ಟುಹಾಕುವರಿಗೆ ಚಪ್ಪಾಳೆಯನ್ನು ತಟ್ಟುವ ಮೇಲೆ ಹೊರುವುದು ದಲಿತ ತತ್ವವಲ್ಲ, ದಲಿತತ್ವ ಎಂದರೆ ಸ್ವಾಭಿಮಾನ, ದಲಿತತ್ವ ಎಂದರೆ ಅನ್ಯಾಯಕ್ಕೆ ಪ್ರತಿರೋಧ, ದಲಿತತ್ವ ಎಂದರೆ ಅಕ್ಷರ ಅಕ್ಷರ ಇಂದ್ರಾಭಿಯಾಹುದ್ದರಲ್ಲಿ ಹಾಗು ಪಕ್ಷದಿಂದ ರಾಜ್ಯ ಸಚಿವ ಪ್ರಿಯಾಂಕ್ ಖರ್ಗೆ ಪ್ರತಿಕ್ರಿಯಿಸಿದ್ದಾರೆ. ಜಾಲತಾಣದಲ್ಲಿ ಪೋಸ್ಟ್ ಹಾಕಿರುವ ಅವರು ಈ ರೀತಿಯಾಗಿ ಬರೆದಿದ್ದಾರೆ. ದಲಿತತ್ವದ ಸ್ವಾಭಿಮಾನವನ್ನು ಆರ್‌ಎಸ್‌ಎಸ್ ನವರ ಚಡ್ಡಿಗಳಿಗೆ ಅಡ ಇಟ್ಟವರು ದಲಿತತ್ವದ ಪಾಠ ಹೇಳುವುದು ಹಾಸ್ಯಾಸ್ಪದ ಎನ್ನಲು <box>46 252 212 526</box>
vijayendra-headline: ವಿಜಯೇಂದ್ರ ಬಿಜೆಪಿ ಅಧ್ಯಕ್ಷರೇ ಭ್ರಷ್ಟರ ಪಾಲಿನ ರಕ್ಷಕರೇ -ಎಎಪಿ ಪ್ರಶ್ನೆ <box>178 610 615 704</box>
venezuela-headline: ವೆನೆಜುವೆಲಾ ವಲಸಿಗರ ತಡೆಗೆ ಟ್ರಂಪ್ ಹೊಸ ಮಾರ್ಗಸೂಚಿ <box>196 1064 597 1151</box>
ganja-raid-photo <box>226 1836 749 2217</box>
weekday: ಸೋಮವಾರ <box>1122 87 1196 109</box>
police-press-meet-image <box>956 133 1496 441</box>
youth-headline: ಯುವಕನ ಆತ್ಮಹತ್ಯೆ ತಪ್ಪಿಸಿದ ಪೊಲೀಸರು <box>771 1379 949 1451</box>
section-rule <box>771 1373 949 1375</box>
pk-col-2: ಸಂತೋಷವಾಗಿರಲಿಲ್ಲ. ಮೊಲತಃ, ಅವರು ಹಿಂದೂ ಚಿತ್ರದಲ್ಲಿದ್ದರು, ಮತ್ತು ಚಿತ್ರದ ವಿಷಯ ಬಹುತೇಕ ಒಂದೇ ಆಗಿತ್ತು. ನಾವು ಕೆಲವು ಬದಲಾವಣೆ ಮಾಡಬೇಕಾಯಿತು. ಆದರೆ ಇನ್ನೊಂದು ಚಿತ್ರ ಓ ಮೈ ಗಾಡ್ ಬಂದಿತು. ನಮ್ಮ ಸ್ಕ್ರಿಪ್ಟ್ ಬಿಡುಗಡೆ ಮಾಡುವ ಮೊದಲು ಅದೇ ವಿಷಯವನ್ನು ಹೊಂದಿತ್ತು. ಎಂದಿದ್ದಾರೆ. ಓ ಮೈ ಗಾಡ್ ಬಿಡುಗಡೆಯಾದ ನಂತರ, ಪಿಕೆ ಚಿತ್ರದ ದ್ವಿತೀಯಾರ್ಧವನ್ನು ಬದಲಾಯಿಸಲಾಯಿತು ಎಂದು ಅಮೀರ್ ಖಾನ್ ಹೇಳಿದ್ದಾರೆ. ಪಿಕೆ ಬಗ್ಗೆ ಹೇಳುವುದಾದರೆ, ಅಮೀರ್ ಖಾನ್ ಜೊತೆಗೆ, ಸುಶಾಂತ್ ಸಿಂಗ್ ರಜಪೂತ್ ಮತ್ತು ಅನುಷ್ಕಾ ಶರ್ಮಾ ಈ ಚಿತ್ರದಲ್ಲಿ ಕಾಣಿಸಿಕೊಂಡಿದ್ದರು <box>1143 1871 1312 2166</box>
